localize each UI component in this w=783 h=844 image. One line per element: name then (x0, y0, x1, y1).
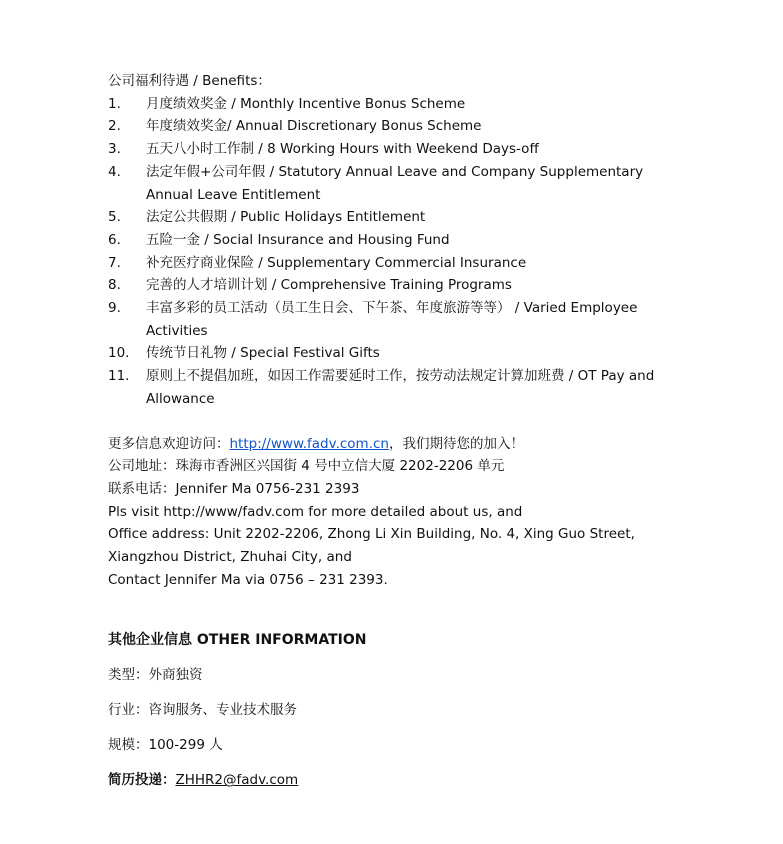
list-text: 原则上不提倡加班，如因工作需要延时工作，按劳动法规定计算加班费 / OT Pay and Allowance (146, 368, 655, 407)
list-number: 6. (108, 231, 121, 248)
company-scale: 规模：100-299 人 (108, 737, 223, 754)
list-item (108, 115, 673, 138)
resume-label: 简历投递： (108, 772, 176, 789)
phone-cn: 联系电话：Jennifer Ma 0756-231 2393 (108, 480, 360, 497)
list-number: 5. (108, 209, 121, 226)
list-text: 传统节日礼物 / Special Festival Gifts (146, 345, 380, 362)
list-number: 2. (108, 118, 121, 135)
list-item (108, 365, 673, 410)
list-item (108, 297, 673, 342)
list-number: 8. (108, 277, 121, 294)
list-item (108, 206, 673, 229)
list-item (108, 252, 673, 275)
list-item (108, 229, 673, 252)
list-text: 法定公共假期 / Public Holidays Entitlement (146, 209, 426, 226)
list-number: 9. (108, 300, 121, 317)
list-number: 11. (108, 368, 130, 385)
list-number: 3. (108, 141, 121, 158)
website-link[interactable]: http://www.fadv.com.cn (229, 435, 389, 452)
list-text: 丰富多彩的员工活动（员工生日会、下午茶、年度旅游等等） / Varied Employee Activities (146, 300, 638, 339)
list-item (108, 161, 673, 206)
list-text: 年度绩效奖金/ Annual Discretionary Bonus Scheme (146, 118, 482, 135)
list-text: 补充医疗商业保险 / Supplementary Commercial Insurance (146, 254, 527, 271)
resume-email-link[interactable]: ZHHR2@fadv.com (175, 772, 299, 789)
visit-en: Pls visit http://www/fadv.com for more detailed about us, and (108, 503, 523, 520)
list-number: 1. (108, 95, 121, 112)
list-text: 五险一金 / Social Insurance and Housing Fund (146, 231, 450, 248)
benefits-heading: 公司福利待遇 / Benefits： (108, 73, 271, 89)
list-text: 月度绩效奖金 / Monthly Incentive Bonus Scheme (146, 95, 466, 112)
list-text: 五天八小时工作制 / 8 Working Hours with Weekend Days-off (146, 141, 539, 158)
list-number: 10. (108, 345, 130, 362)
list-text: 完善的人才培训计划 / Comprehensive Training Programs (146, 277, 512, 294)
address-cn: 公司地址：珠海市香洲区兴国街 4 号中立信大厦 2202-2206 单元 (108, 458, 505, 475)
resume-line (108, 769, 673, 791)
list-item (108, 93, 673, 116)
company-industry: 行业：咨询服务、专业技术服务 (108, 702, 297, 719)
list-item (108, 274, 673, 297)
list-number: 7. (108, 254, 121, 271)
company-type: 类型：外商独资 (108, 667, 203, 684)
contact-en: Contact Jennifer Ma via 0756 – 231 2393. (108, 571, 388, 588)
list-number: 4. (108, 163, 121, 180)
list-item (108, 342, 673, 365)
address-en: Office address: Unit 2202-2206, Zhong Li Xin Building, No. 4, Xing Guo Street, Xiangzhou District, Zhuhai City, and (108, 526, 635, 566)
list-item (108, 138, 673, 161)
more-info-suffix: ，我们期待您的加入！ (388, 435, 524, 452)
document-page (108, 70, 673, 791)
benefits-list (108, 93, 673, 411)
more-info-prefix: 更多信息欢迎访问： (108, 435, 230, 452)
other-info-title: 其他企业信息 OTHER INFORMATION (108, 632, 367, 649)
list-text: 法定年假+公司年假 / Statutory Annual Leave and Company Supplementary Annual Leave Entitlement (146, 163, 644, 203)
more-info-line (108, 433, 673, 456)
